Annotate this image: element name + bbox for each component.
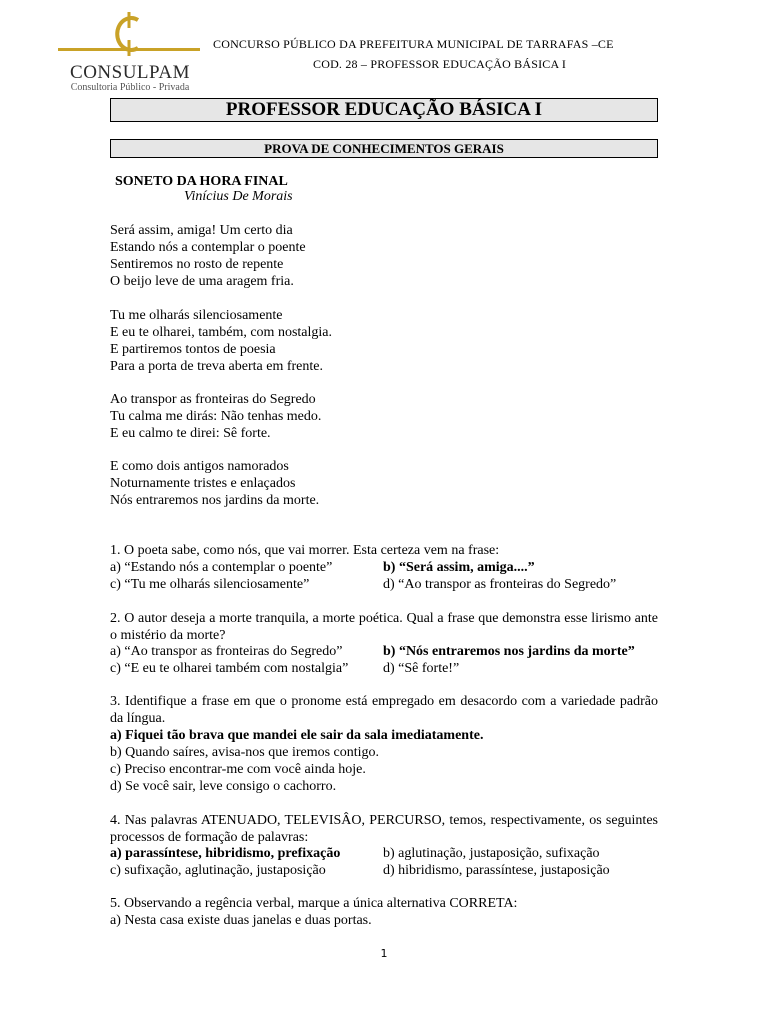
question-5-stem: 5. Observando a regência verbal, marque a única alternativa CORRETA: bbox=[110, 896, 518, 911]
question-4-option-d: d) hibridismo, parassíntese, justaposição bbox=[383, 863, 610, 878]
poem-line: Tu calma me dirás: Não tenhas medo. bbox=[110, 409, 322, 424]
poem-line: Será assim, amiga! Um certo dia bbox=[110, 223, 293, 238]
question-3-option-c: c) Preciso encontrar-me com você ainda hoje. bbox=[110, 762, 366, 777]
poem-stanza-4 bbox=[110, 458, 319, 509]
poem-line: Nós entraremos nos jardins da morte. bbox=[110, 493, 320, 508]
poem-line: E eu te olharei, também, com nostalgia. bbox=[110, 325, 332, 340]
poem-stanza-3 bbox=[110, 391, 321, 442]
question-4-stem: 4. Nas palavras ATENUADO, TELEVISÂO, PERCURSO, temos, respectivamente, os seguintes processos de formação de palavras: bbox=[110, 813, 658, 845]
question-1-option-b: b) “Será assim, amiga....” bbox=[383, 560, 535, 575]
poem-line: Tu me olharás silenciosamente bbox=[110, 308, 283, 323]
page-title: PROFESSOR EDUCAÇÃO BÁSICA I bbox=[110, 98, 658, 122]
consulpam-logo bbox=[58, 10, 200, 93]
logo-subtitle: Consultoria Público - Privada bbox=[70, 82, 190, 93]
question-4-option-a: a) parassíntese, hibridismo, prefixação bbox=[110, 846, 341, 861]
question-1-option-d: d) “Ao transpor as fronteiras do Segredo” bbox=[383, 577, 617, 592]
question-3-option-b: b) Quando saíres, avisa-nos que iremos contigo. bbox=[110, 745, 380, 760]
poem-line: E como dois antigos namorados bbox=[110, 459, 289, 474]
poem-line: Ao transpor as fronteiras do Segredo bbox=[110, 392, 316, 407]
header-contest: CONCURSO PÚBLICO DA PREFEITURA MUNICIPAL DE TARRAFAS –CE bbox=[213, 37, 614, 51]
section-title: PROVA DE CONHECIMENTOS GERAIS bbox=[110, 139, 658, 158]
poem-line: Sentiremos no rosto de repente bbox=[110, 257, 284, 272]
poem-line: O beijo leve de uma aragem fria. bbox=[110, 274, 294, 289]
poem-title: SONETO DA HORA FINAL bbox=[115, 174, 288, 189]
question-3-option-d: d) Se você sair, leve consigo o cachorro. bbox=[110, 779, 337, 794]
header-code: COD. 28 – PROFESSOR EDUCAÇÃO BÁSICA I bbox=[313, 57, 567, 71]
poem-line: Estando nós a contemplar o poente bbox=[110, 240, 306, 255]
question-1-stem: 1. O poeta sabe, como nós, que vai morrer. Esta certeza vem na frase: bbox=[110, 543, 500, 558]
question-5-option-a: a) Nesta casa existe duas janelas e duas portas. bbox=[110, 913, 372, 928]
poem-line: E partiremos tontos de poesia bbox=[110, 342, 276, 357]
question-3-stem: 3. Identifique a frase em que o pronome está empregado em desacordo com a variedade padrão da língua. bbox=[110, 694, 658, 726]
question-3-option-a: a) Fiquei tão brava que mandei ele sair da sala imediatamente. bbox=[110, 728, 484, 743]
poem-stanza-2 bbox=[110, 307, 332, 375]
question-1-option-a: a) “Estando nós a contemplar o poente” bbox=[110, 560, 333, 575]
question-2-stem: 2. O autor deseja a morte tranquila, a morte poética. Qual a frase que demonstra esse lirismo ante o mistério da morte? bbox=[110, 611, 658, 643]
question-2-option-d: d) “Sê forte!” bbox=[383, 661, 460, 676]
poem-line: Noturnamente tristes e enlaçados bbox=[110, 476, 296, 491]
question-2-option-b: b) “Nós entraremos nos jardins da morte” bbox=[383, 644, 635, 659]
question-4-option-b: b) aglutinação, justaposição, sufixação bbox=[383, 846, 600, 861]
question-4-option-c: c) sufixação, aglutinação, justaposição bbox=[110, 863, 326, 878]
logo-mark-icon bbox=[58, 10, 200, 66]
poem-author: Vinícius De Morais bbox=[184, 189, 293, 204]
question-1-option-c: c) “Tu me olharás silenciosamente” bbox=[110, 577, 310, 592]
poem-line: E eu calmo te direi: Sê forte. bbox=[110, 426, 271, 441]
question-2-option-c: c) “E eu te olharei também com nostalgia” bbox=[110, 661, 349, 676]
logo-name: CONSULPAM bbox=[70, 62, 190, 83]
poem-stanza-1 bbox=[110, 222, 306, 290]
poem-line: Para a porta de treva aberta em frente. bbox=[110, 359, 323, 374]
question-2-option-a: a) “Ao transpor as fronteiras do Segredo” bbox=[110, 644, 343, 659]
page-number: 1 bbox=[380, 947, 388, 960]
